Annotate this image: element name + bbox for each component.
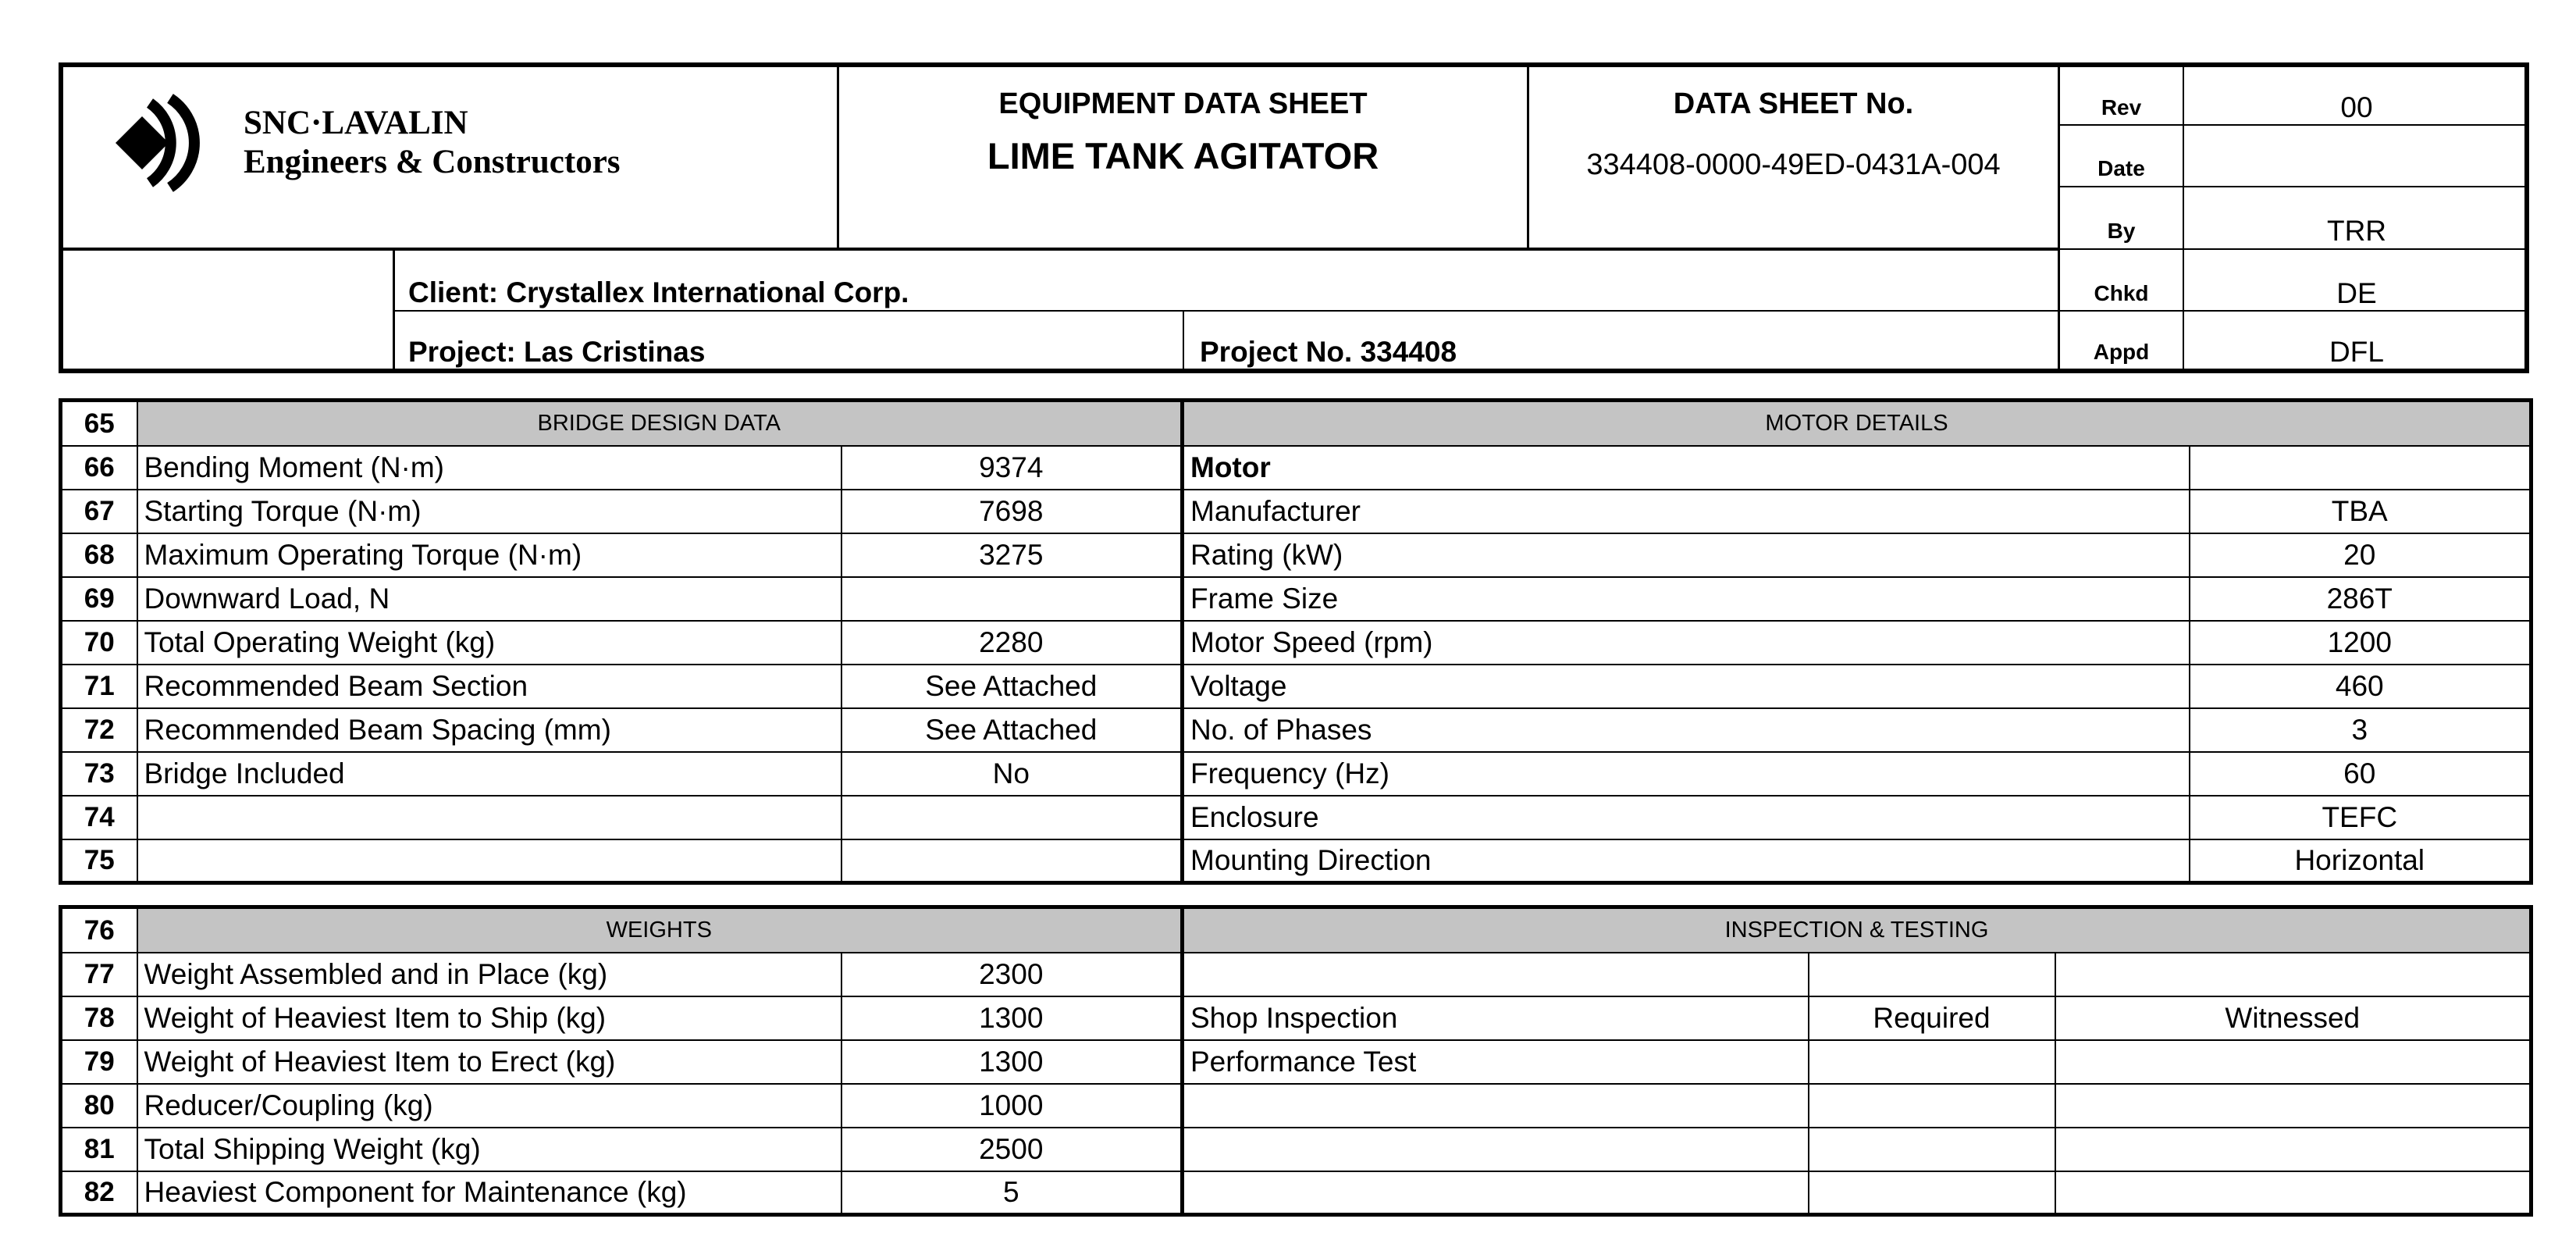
row-value: See Attached xyxy=(841,665,1183,708)
table-row xyxy=(61,1128,2532,1171)
table-row xyxy=(61,1040,2532,1084)
table-row xyxy=(61,577,2532,621)
divider xyxy=(59,248,2059,251)
row-number: 74 xyxy=(61,796,137,839)
table-row xyxy=(61,953,2532,996)
motor-label: Rating (kW) xyxy=(1183,533,2190,577)
row-label: Bridge Included xyxy=(137,752,841,796)
row-label: Total Operating Weight (kg) xyxy=(137,621,841,665)
table-row xyxy=(61,490,2532,533)
divider xyxy=(2058,248,2529,250)
divider xyxy=(2058,186,2529,187)
bridge-design-data-header: BRIDGE DESIGN DATA xyxy=(137,401,1183,446)
inspection-label xyxy=(1183,1128,1809,1171)
inspection-required xyxy=(1809,953,2055,996)
inspection-witnessed xyxy=(2055,1084,2532,1128)
table-row xyxy=(61,533,2532,577)
table-row xyxy=(61,621,2532,665)
inspection-witnessed xyxy=(2055,1128,2532,1171)
inspection-label xyxy=(1183,1084,1809,1128)
row-number: 77 xyxy=(61,953,137,996)
motor-value: 286T xyxy=(2190,577,2532,621)
by-value: TRR xyxy=(2326,215,2387,247)
divider xyxy=(1183,310,1184,373)
row-label: Weight of Heaviest Item to Ship (kg) xyxy=(137,996,841,1040)
inspection-required xyxy=(1809,1084,2055,1128)
row-number: 65 xyxy=(61,401,137,446)
row-number: 78 xyxy=(61,996,137,1040)
row-label: Starting Torque (N·m) xyxy=(137,490,841,533)
table-row xyxy=(61,796,2532,839)
row-number: 82 xyxy=(61,1171,137,1215)
table-row xyxy=(61,708,2532,752)
motor-label: Frame Size xyxy=(1183,577,2190,621)
chkd-value: DE xyxy=(2336,277,2377,309)
motor-value: 20 xyxy=(2190,533,2532,577)
divider xyxy=(393,310,2059,312)
inspection-witnessed xyxy=(2055,1171,2532,1215)
row-number: 80 xyxy=(61,1084,137,1128)
row-number: 75 xyxy=(61,839,137,883)
inspection-required: Required xyxy=(1809,996,2055,1040)
bridge-motor-table xyxy=(59,398,2533,885)
row-value xyxy=(841,796,1183,839)
row-label: Heaviest Component for Maintenance (kg) xyxy=(137,1171,841,1215)
row-label xyxy=(137,796,841,839)
inspection-label xyxy=(1183,953,1809,996)
rev-label: Rev xyxy=(2101,95,2142,119)
by-label: By xyxy=(2107,219,2136,243)
project-number: Project No. 334408 xyxy=(1200,336,1457,368)
data-sheet-number: 334408-0000-49ED-0431A-004 xyxy=(1586,148,2001,181)
motor-label: Manufacturer xyxy=(1183,490,2190,533)
row-label: Weight Assembled and in Place (kg) xyxy=(137,953,841,996)
row-label: Weight of Heaviest Item to Erect (kg) xyxy=(137,1040,841,1084)
motor-value: 60 xyxy=(2190,752,2532,796)
row-number: 68 xyxy=(61,533,137,577)
inspection-testing-header: INSPECTION & TESTING xyxy=(1183,907,2532,953)
row-number: 66 xyxy=(61,446,137,490)
inspection-required xyxy=(1809,1040,2055,1084)
row-number: 67 xyxy=(61,490,137,533)
motor-value: TBA xyxy=(2190,490,2532,533)
row-number: 76 xyxy=(61,907,137,953)
motor-label: Mounting Direction xyxy=(1183,839,2190,883)
rev-value: 00 xyxy=(2340,91,2373,123)
chkd-label: Chkd xyxy=(2094,281,2149,305)
appd-label: Appd xyxy=(2093,340,2150,364)
motor-value xyxy=(2190,446,2532,490)
motor-label: No. of Phases xyxy=(1183,708,2190,752)
row-value: 9374 xyxy=(841,446,1183,490)
row-value xyxy=(841,577,1183,621)
table-row xyxy=(61,446,2532,490)
weights-header: WEIGHTS xyxy=(137,907,1183,953)
row-value: 1000 xyxy=(841,1084,1183,1128)
client-name: Client: Crystallex International Corp. xyxy=(408,276,909,308)
row-number: 81 xyxy=(61,1128,137,1171)
motor-label: Enclosure xyxy=(1183,796,2190,839)
company-line2: Engineers & Constructors xyxy=(244,144,621,180)
data-sheet-number-label: DATA SHEET No. xyxy=(1673,87,1914,120)
row-label xyxy=(137,839,841,883)
inspection-witnessed xyxy=(2055,953,2532,996)
row-value: No xyxy=(841,752,1183,796)
row-label: Downward Load, N xyxy=(137,577,841,621)
divider xyxy=(2058,310,2529,312)
row-value: 5 xyxy=(841,1171,1183,1215)
sheet-title: LIME TANK AGITATOR xyxy=(987,135,1379,176)
motor-details-header: MOTOR DETAILS xyxy=(1183,401,2532,446)
row-value: 7698 xyxy=(841,490,1183,533)
motor-label: Motor Speed (rpm) xyxy=(1183,621,2190,665)
sheet-type: EQUIPMENT DATA SHEET xyxy=(998,87,1368,120)
inspection-required xyxy=(1809,1171,2055,1215)
company-line1: SNC·LAVALIN xyxy=(244,105,468,141)
row-label: Total Shipping Weight (kg) xyxy=(137,1128,841,1171)
row-value: 2280 xyxy=(841,621,1183,665)
motor-value: TEFC xyxy=(2190,796,2532,839)
motor-label: Motor xyxy=(1183,446,2190,490)
inspection-label: Performance Test xyxy=(1183,1040,1809,1084)
motor-value: 460 xyxy=(2190,665,2532,708)
inspection-label: Shop Inspection xyxy=(1183,996,1809,1040)
row-number: 69 xyxy=(61,577,137,621)
snc-lavalin-logo-icon xyxy=(109,92,219,194)
inspection-required xyxy=(1809,1128,2055,1171)
divider xyxy=(2058,124,2529,126)
appd-value: DFL xyxy=(2329,336,2384,368)
motor-label: Voltage xyxy=(1183,665,2190,708)
row-value: 3275 xyxy=(841,533,1183,577)
table-row xyxy=(61,752,2532,796)
row-value: See Attached xyxy=(841,708,1183,752)
row-value: 2300 xyxy=(841,953,1183,996)
inspection-label xyxy=(1183,1171,1809,1215)
row-number: 79 xyxy=(61,1040,137,1084)
weights-inspection-table xyxy=(59,905,2533,1217)
row-value: 1300 xyxy=(841,1040,1183,1084)
table-row xyxy=(61,996,2532,1040)
project-name: Project: Las Cristinas xyxy=(408,336,706,368)
row-label: Recommended Beam Spacing (mm) xyxy=(137,708,841,752)
row-value: 1300 xyxy=(841,996,1183,1040)
date-label: Date xyxy=(2097,156,2145,180)
row-label: Maximum Operating Torque (N·m) xyxy=(137,533,841,577)
row-value xyxy=(841,839,1183,883)
row-value: 2500 xyxy=(841,1128,1183,1171)
row-number: 70 xyxy=(61,621,137,665)
inspection-witnessed xyxy=(2055,1040,2532,1084)
table-row xyxy=(61,1084,2532,1128)
table-row xyxy=(61,1171,2532,1215)
row-label: Reducer/Coupling (kg) xyxy=(137,1084,841,1128)
motor-label: Frequency (Hz) xyxy=(1183,752,2190,796)
row-number: 73 xyxy=(61,752,137,796)
motor-value: 1200 xyxy=(2190,621,2532,665)
table-row xyxy=(61,839,2532,883)
inspection-witnessed: Witnessed xyxy=(2055,996,2532,1040)
row-number: 72 xyxy=(61,708,137,752)
table-row xyxy=(61,665,2532,708)
motor-value: 3 xyxy=(2190,708,2532,752)
row-number: 71 xyxy=(61,665,137,708)
company-name xyxy=(244,104,621,182)
row-label: Bending Moment (N·m) xyxy=(137,446,841,490)
row-label: Recommended Beam Section xyxy=(137,665,841,708)
motor-value: Horizontal xyxy=(2190,839,2532,883)
